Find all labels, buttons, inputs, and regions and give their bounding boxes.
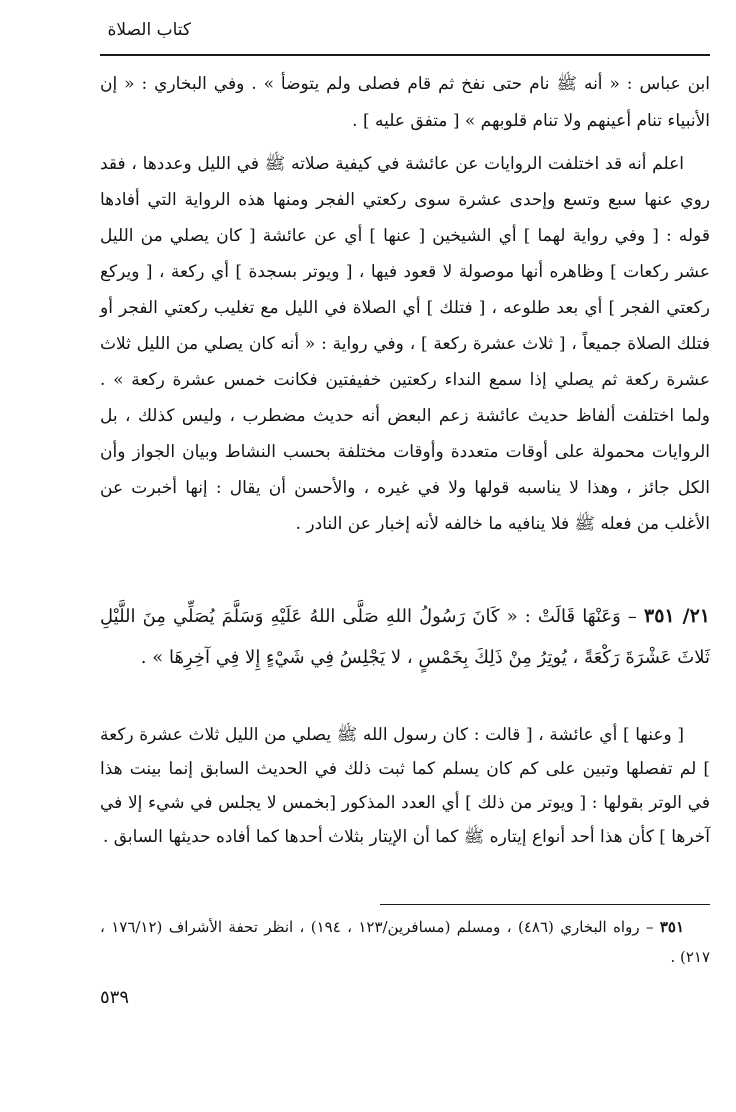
footnote xyxy=(100,912,710,972)
footnote-rule xyxy=(380,904,710,905)
footnote-text: – رواه البخاري (٤٨٦) ، ومسلم (مسافرين/١٢٣ ، ١٩٤) ، انظر تحفة الأشراف (١٧٦/١٢ ، ٢١٧) . xyxy=(100,918,710,966)
header-rule xyxy=(100,54,710,56)
page-number: ٥٣٩ xyxy=(100,987,130,1008)
running-head: كتاب الصلاة xyxy=(107,20,191,40)
commentary-paragraph: [ وعنها ] أي عائشة ، [ قالت : كان رسول الله ﷺ يصلي من الليل ثلاث عشرة ركعة ] لم تفصلها وتبين على كم كان يسلم كما ثبت ذلك في الحديث السابق إنما بينت هذا في الوتر بقولها : [ ويوتر من ذلك ] أي العدد المذكور [بخمس لا يجلس في شيء إلا في آخرها ] كأن هذا أحد أنواع إيتاره ﷺ كما أن الإيتار بثلاث أحدها كما أفاده حديثها السابق . xyxy=(100,725,710,847)
hadith-block xyxy=(100,596,710,678)
hadith-number: ٢١/ ٣٥١ xyxy=(644,605,710,627)
hadith-text: – وَعَنْهَا قَالَتْ : « كَانَ رَسُولُ اللهِ صَلَّى اللهُ عَلَيْهِ وَسَلَّمَ يُصَلِّي مِنَ اللَّيْلِ ثَلاثَ عَشْرَةَ رَكْعَةً ، يُوتِرُ مِنْ ذَلِكَ بِخَمْسٍ ، لا يَجْلِسُ فِي شَيْءٍ إِلا فِي آخِرِهَا » . xyxy=(100,606,710,668)
body-paragraph-1: ابن عباس : « أنه ﷺ نام حتى نفخ ثم قام فصلى ولم يتوضأ » . وفي البخاري : « إن الأنبياء تنام أعينهم ولا تنام قلوبهم » [ متفق عليه ] . xyxy=(100,74,710,131)
body-paragraph-2: اعلم أنه قد اختلفت الروايات عن عائشة في كيفية صلاته ﷺ في الليل وعددها ، فقد روي عنها سبع وتسع وإحدى عشرة سوى ركعتي الفجر ومنها هذه الرواية التي أفادها قوله : [ وفي رواية لهما ] أي الشيخين [ عنها ] أي عن عائشة [ كان يصلي من الليل عشر ركعات ] وظاهره أنها موصولة لا قعود فيها ، [ ويوتر بسجدة ] أي ركعة ، [ ويركع ركعتي الفجر ] أي بعد طلوعه ، [ فتلك ] أي الصلاة في الليل مع تغليب ركعتي الفجر أو فتلك الصلاة جميعاً ، [ ثلاث عشرة ركعة ] ، وفي رواية : « أنه كان يصلي من الليل ثلاث عشرة ركعة ثم يصلي إذا سمع النداء ركعتين خفيفتين فكانت خمس عشرة ركعة » . ولما اختلفت ألفاظ حديث عائشة زعم البعض أنه حديث مضطرب ، وليس كذلك ، بل الروايات محمولة على أوقات متعددة وأوقات مختلفة بحسب النشاط وبيان الجواز وأن الكل جائز ، وهذا لا يناسبه قولها ولا في غيره ، والأحسن أن يقال : إنها أخبرت عن الأغلب من فعله ﷺ فلا ينافيه ما خالفه لأنه إخبار عن النادر . xyxy=(100,154,710,534)
footnote-number: ٣٥١ xyxy=(659,918,684,936)
